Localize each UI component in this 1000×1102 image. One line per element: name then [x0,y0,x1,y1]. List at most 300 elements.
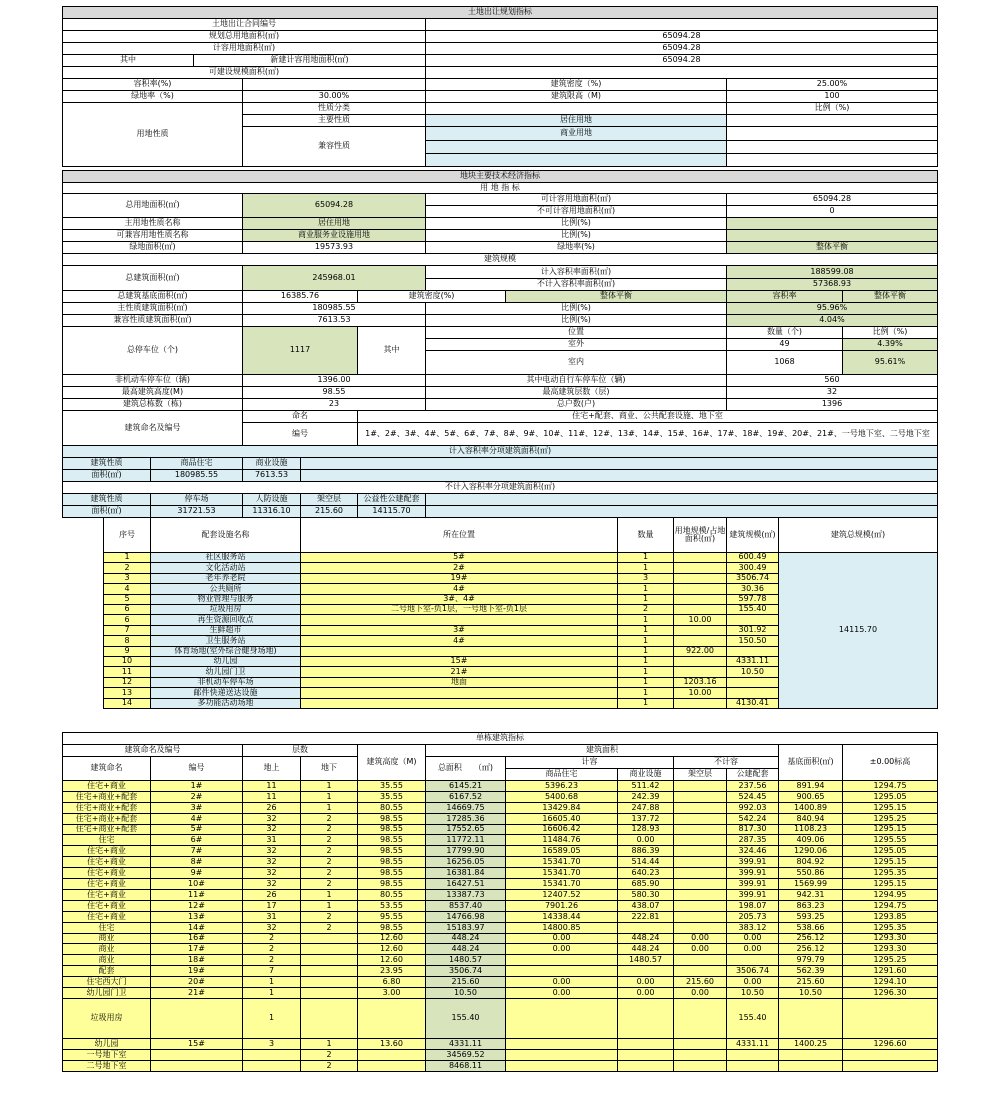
building-row[interactable]: 383.12 [726,922,779,934]
building-row[interactable]: 155.40 [726,998,779,1039]
building-row[interactable]: 住宅+商业 [62,856,151,868]
facility-row[interactable] [300,698,618,709]
label-cell[interactable]: 停车场 [150,493,243,506]
building-row[interactable]: 14669.75 [425,802,506,814]
building-row[interactable]: 幼儿园门卫 [62,987,151,999]
building-row[interactable]: 15341.70 [505,856,618,868]
building-row[interactable]: 32 [242,878,301,890]
value-cell[interactable]: 65094.28 [425,42,938,55]
facility-row[interactable]: 4 [103,583,151,595]
building-row[interactable]: 98.55 [357,845,426,857]
building-row[interactable]: 17# [150,943,243,955]
label-cell[interactable]: 室内 [425,350,727,375]
building-row[interactable]: 13# [150,911,243,923]
building-row[interactable]: 580.30 [617,889,674,901]
facility-row[interactable]: 597.78 [726,594,779,605]
facility-row[interactable]: 邮件快递送达设施 [150,687,301,699]
building-row[interactable]: 17552.65 [425,824,506,835]
building-row[interactable]: 448.24 [425,933,506,944]
label-cell[interactable]: 计容用地面积(㎡) [62,42,426,55]
building-row[interactable]: 2 [242,933,301,944]
value-cell[interactable]: 商业服务业设施用地 [242,229,426,242]
building-row[interactable]: 3.00 [357,987,426,999]
building-row[interactable]: 4331.11 [425,1038,506,1050]
facility-row[interactable]: 6 [103,604,151,615]
facility-row[interactable]: 1 [617,687,674,699]
building-row[interactable]: 11484.76 [505,834,618,846]
building-row[interactable]: 399.91 [726,856,779,868]
value-cell[interactable]: 57368.93 [726,278,938,291]
facility-row[interactable]: 2# [300,562,618,574]
facility-row[interactable]: 多功能活动场地 [150,698,301,709]
column-header[interactable]: 数量 [617,517,674,553]
building-row[interactable]: 5400.68 [505,791,618,803]
section-subtitle[interactable]: 用 地 指 标 [62,182,938,194]
building-row[interactable]: 542.24 [726,813,779,825]
building-row[interactable]: 942.31 [778,889,843,901]
facility-row[interactable]: 30.36 [726,583,779,595]
value-cell[interactable]: 30.00% [242,90,426,103]
building-row[interactable]: 16606.42 [505,824,618,835]
label-cell[interactable]: 建筑密度（%) [425,78,727,91]
facility-row[interactable]: 14 [103,698,151,709]
building-row[interactable]: 247.88 [617,802,674,814]
column-header[interactable]: 建筑总规模(㎡) [778,517,938,553]
facility-row[interactable]: 1 [617,552,674,563]
building-row[interactable]: 12# [150,900,243,912]
building-row[interactable] [842,998,938,1039]
facility-row[interactable]: 21# [300,666,618,678]
label-cell[interactable]: 人防设施 [242,493,301,506]
building-row[interactable]: 514.44 [617,856,674,868]
building-row[interactable] [300,998,358,1039]
building-row[interactable]: 399.91 [726,867,779,879]
column-header[interactable]: 建筑命名及编号 [62,744,243,757]
building-row[interactable]: 10.50 [726,987,779,999]
building-row[interactable]: 13387.73 [425,889,506,901]
building-row[interactable]: 15341.70 [505,867,618,879]
building-row[interactable]: 3 [242,1038,301,1050]
building-row[interactable]: 1480.57 [425,954,506,966]
value-cell[interactable] [726,126,938,141]
value-cell[interactable]: 16385.76 [242,290,358,303]
building-row[interactable]: 1 [300,791,358,803]
facility-row[interactable]: 10.00 [673,614,727,626]
building-row[interactable]: 住宅+商业 [62,889,151,901]
facility-row[interactable]: 1 [617,562,674,574]
building-row[interactable]: 128.93 [617,824,674,835]
facility-row[interactable]: 1 [617,656,674,667]
building-row[interactable]: 住宅 [62,922,151,934]
facility-row[interactable]: 4# [300,635,618,647]
facility-row[interactable]: 地面 [300,677,618,688]
building-row[interactable]: 12.60 [357,954,426,966]
building-row[interactable]: 550.86 [778,867,843,879]
building-row[interactable]: 10.50 [778,987,843,999]
building-row[interactable]: 409.06 [778,834,843,846]
building-row[interactable] [673,1060,727,1072]
building-row[interactable]: 21# [150,987,243,999]
building-row[interactable] [617,998,674,1039]
facility-row[interactable]: 垃圾用房 [150,604,301,615]
column-header[interactable]: 编号 [150,756,243,781]
facility-row[interactable]: 非机动车停车场 [150,677,301,688]
building-row[interactable]: 幼儿园 [62,1038,151,1050]
building-row[interactable]: 215.60 [778,976,843,988]
label-cell[interactable]: 总建筑基底面积(㎡) [62,290,243,303]
value-cell[interactable] [726,153,938,167]
building-row[interactable]: 0.00 [726,933,779,944]
facility-row[interactable]: 11 [103,666,151,678]
building-row[interactable]: 98.55 [357,856,426,868]
building-row[interactable]: 13429.84 [505,802,618,814]
column-header[interactable]: 架空层 [673,768,727,781]
label-cell[interactable]: 编号 [242,422,358,446]
value-cell[interactable]: 居住用地 [425,114,727,127]
building-row[interactable]: 住宅+商业 [62,900,151,912]
label-cell[interactable]: 建筑总栋数（栋) [62,398,243,411]
building-row[interactable]: 17 [242,900,301,912]
label-cell[interactable]: 容积率(%) [62,78,243,91]
label-cell[interactable]: 最高建筑层数（层) [425,386,727,399]
label-cell[interactable]: 总户数(户) [425,398,727,411]
label-cell[interactable]: 主性质建筑面积(㎡) [62,302,243,315]
building-row[interactable]: 31 [242,834,301,846]
value-cell[interactable]: 1#、2#、3#、4#、5#、6#、7#、8#、9#、10#、11#、12#、13#、14#、15#、16#、17#、18#、19#、20#、21#、一号地下室、二号地下室 [357,422,938,446]
value-cell[interactable]: 180985.55 [242,302,426,315]
column-header[interactable]: 商品住宅 [505,768,618,781]
building-row[interactable]: 1294.10 [842,976,938,988]
facility-row[interactable]: 再生资源回收点 [150,614,301,626]
building-row[interactable]: 137.72 [617,813,674,825]
building-row[interactable]: 2 [300,834,358,846]
section-title[interactable]: 单栋建筑指标 [62,732,938,745]
building-row[interactable]: 98.55 [357,922,426,934]
building-row[interactable]: 住宅+商业+配套 [62,802,151,814]
building-row[interactable]: 1294.75 [842,900,938,912]
building-row[interactable]: 1 [300,889,358,901]
label-cell[interactable]: 计入容积率面积(㎡) [425,265,727,279]
building-row[interactable]: 34569.52 [425,1049,506,1061]
building-row[interactable]: 1295.05 [842,791,938,803]
building-row[interactable]: 992.03 [726,802,779,814]
building-row[interactable]: 8# [150,856,243,868]
facility-row[interactable]: 3506.74 [726,573,779,584]
facility-row[interactable]: 文化活动站 [150,562,301,574]
building-row[interactable]: 15# [150,1038,243,1050]
facility-row[interactable]: 2 [617,604,674,615]
building-row[interactable]: 0.00 [505,976,618,988]
building-row[interactable]: 31 [242,911,301,923]
building-row[interactable]: 一号地下室 [62,1049,151,1061]
label-cell[interactable]: 公益性公建配套 [357,493,426,506]
building-row[interactable]: 1295.15 [842,802,938,814]
value-cell[interactable]: 4.39% [842,338,938,351]
label-cell[interactable]: 比例（%) [842,326,938,339]
building-row[interactable]: 817.30 [726,824,779,835]
facility-row[interactable]: 1 [617,583,674,595]
label-cell[interactable]: 建筑性质 [62,457,151,470]
building-row[interactable]: 1 [242,987,301,999]
building-row[interactable]: 住宅+商业+配套 [62,791,151,803]
facility-row[interactable]: 8 [103,635,151,647]
section-subtitle[interactable]: 建筑规模 [62,253,938,266]
value-cell[interactable] [425,140,727,154]
value-cell[interactable]: 4.04% [726,314,938,327]
facility-row[interactable]: 300.49 [726,562,779,574]
building-row[interactable]: 住宅+商业+配套 [62,824,151,835]
building-row[interactable]: 14766.98 [425,911,506,923]
building-row[interactable]: 524.45 [726,791,779,803]
column-header[interactable]: 建筑面积 [425,744,779,757]
facility-row[interactable]: 4331.11 [726,656,779,667]
building-row[interactable]: 住宅+商业 [62,878,151,890]
building-row[interactable]: 2 [300,867,358,879]
label-cell[interactable]: 比例（%) [726,102,938,115]
label-cell[interactable]: 其中 [62,54,194,67]
value-cell[interactable]: 49 [726,338,843,351]
label-cell[interactable]: 可建设规模面积(㎡) [62,66,426,79]
label-cell[interactable]: 用地性质 [62,102,243,167]
facility-row[interactable]: 1 [617,625,674,636]
building-row[interactable]: 886.39 [617,845,674,857]
facility-row[interactable]: 物业管理与服务 [150,594,301,605]
building-row[interactable]: 11# [150,889,243,901]
building-row[interactable]: 11772.11 [425,834,506,846]
label-cell[interactable]: 商品住宅 [150,457,243,470]
building-row[interactable]: 0.00 [673,943,727,955]
building-row[interactable] [726,1060,779,1072]
building-row[interactable]: 804.92 [778,856,843,868]
facility-row[interactable]: 12 [103,677,151,688]
building-row[interactable]: 53.55 [357,900,426,912]
facility-row[interactable]: 10 [103,656,151,667]
building-row[interactable]: 7# [150,845,243,857]
facility-row[interactable]: 10.50 [726,666,779,678]
building-row[interactable]: 256.12 [778,943,843,955]
label-cell[interactable]: 主用地性质名称 [62,217,243,230]
column-header[interactable]: 建筑规模(㎡) [726,517,779,553]
facility-row[interactable]: 6 [103,614,151,626]
building-row[interactable]: 16# [150,933,243,944]
building-row[interactable]: 6167.52 [425,791,506,803]
building-row[interactable]: 98.55 [357,878,426,890]
building-row[interactable]: 900.65 [778,791,843,803]
building-row[interactable]: 98.55 [357,834,426,846]
facility-row[interactable]: 9 [103,646,151,657]
value-cell[interactable]: 188599.08 [726,265,938,279]
building-row[interactable]: 15183.97 [425,922,506,934]
value-cell[interactable]: 180985.55 [150,469,243,482]
building-row[interactable]: 32 [242,824,301,835]
building-row[interactable]: 16589.05 [505,845,618,857]
building-row[interactable]: 324.46 [726,845,779,857]
building-row[interactable]: 5396.23 [505,780,618,792]
label-cell[interactable]: 总停车位（个) [62,326,243,375]
value-cell[interactable]: 32 [726,386,938,399]
building-row[interactable]: 1295.25 [842,813,938,825]
label-cell[interactable]: 商业设施 [242,457,301,470]
label-cell[interactable]: 室外 [425,338,727,351]
building-row[interactable]: 0.00 [617,987,674,999]
building-row[interactable]: 1293.30 [842,943,938,955]
building-row[interactable]: 26 [242,889,301,901]
building-row[interactable]: 10# [150,878,243,890]
building-row[interactable]: 14338.44 [505,911,618,923]
building-row[interactable]: 287.35 [726,834,779,846]
building-row[interactable]: 1480.57 [617,954,674,966]
label-cell[interactable]: 比例(%) [425,314,727,327]
value-cell[interactable]: 11316.10 [242,505,301,518]
building-row[interactable]: 80.55 [357,889,426,901]
value-cell[interactable]: 65094.28 [425,30,938,43]
building-row[interactable]: 3# [150,802,243,814]
value-cell[interactable]: 95.61% [842,350,938,375]
building-row[interactable]: 2 [242,954,301,966]
column-header[interactable]: 建筑命名 [62,756,151,781]
value-cell[interactable]: 居住用地 [242,217,426,230]
building-row[interactable]: 205.73 [726,911,779,923]
label-cell[interactable]: 可计容用地面积(㎡) [425,193,727,206]
building-row[interactable]: 4# [150,813,243,825]
label-cell[interactable]: 其中电动自行车停车位（辆) [425,374,727,387]
column-header[interactable]: 建筑高度（M) [357,744,426,781]
building-row[interactable]: 13.60 [357,1038,426,1050]
label-cell[interactable]: 规划总用地面积(㎡) [62,30,426,43]
building-row[interactable]: 95.55 [357,911,426,923]
facility-row[interactable]: 15# [300,656,618,667]
building-row[interactable]: 商业 [62,933,151,944]
building-row[interactable]: 12.60 [357,933,426,944]
building-row[interactable]: 538.66 [778,922,843,934]
label-cell[interactable]: 比例(%) [425,229,727,242]
building-row[interactable]: 二号地下室 [62,1060,151,1072]
value-cell[interactable]: 住宅+配套、商业、公共配套设施、地下室 [357,410,938,423]
section-subtitle[interactable]: 计入容积率分项建筑面积(㎡) [62,445,938,458]
building-row[interactable] [617,1060,674,1072]
facility-row[interactable]: 10.00 [673,687,727,699]
label-cell[interactable]: 比例(%) [425,217,727,230]
building-row[interactable]: 222.81 [617,911,674,923]
column-header[interactable]: 不计容 [673,756,779,769]
building-row[interactable]: 1569.99 [778,878,843,890]
label-cell[interactable]: 位置 [425,326,727,339]
column-header[interactable]: 用地规模/占地面积(㎡) [673,517,727,553]
facilities-total[interactable]: 14115.70 [778,552,938,709]
building-row[interactable]: 垃圾用房 [62,998,151,1039]
facility-row[interactable] [673,698,727,709]
building-row[interactable]: 6.80 [357,976,426,988]
facility-row[interactable]: 二号地下室-负1层，一号地下室-负1层 [300,604,618,615]
building-row[interactable]: 7901.26 [505,900,618,912]
label-cell[interactable]: 非机动车停车位（辆) [62,374,243,387]
building-row[interactable]: 1 [300,802,358,814]
building-row[interactable]: 1400.25 [778,1038,843,1050]
value-cell[interactable]: 14115.70 [357,505,426,518]
facility-row[interactable]: 卫生服务站 [150,635,301,647]
facility-row[interactable]: 155.40 [726,604,779,615]
value-cell[interactable]: 7613.53 [242,314,426,327]
building-row[interactable]: 6# [150,834,243,846]
building-row[interactable]: 住宅+商业 [62,845,151,857]
building-row[interactable]: 448.24 [617,933,674,944]
building-row[interactable]: 住宅+商业+配套 [62,813,151,825]
building-row[interactable]: 4331.11 [726,1038,779,1050]
building-row[interactable]: 98.55 [357,813,426,825]
building-row[interactable]: 0.00 [726,943,779,955]
building-row[interactable]: 1# [150,780,243,792]
value-cell[interactable]: 65094.28 [242,193,426,218]
facility-row[interactable]: 生鲜超市 [150,625,301,636]
building-row[interactable]: 2 [300,824,358,835]
value-cell[interactable]: 25.00% [726,78,938,91]
building-row[interactable]: 35.55 [357,791,426,803]
building-row[interactable]: 242.39 [617,791,674,803]
building-row[interactable]: 979.79 [778,954,843,966]
value-cell[interactable]: 98.55 [242,386,426,399]
building-row[interactable]: 256.12 [778,933,843,944]
label-cell[interactable]: 新建计容用地面积(㎡) [193,54,426,67]
building-row[interactable]: 15341.70 [505,878,618,890]
building-row[interactable]: 1295.35 [842,922,938,934]
building-row[interactable]: 19# [150,965,243,977]
building-row[interactable]: 155.40 [425,998,506,1039]
label-cell[interactable]: 绿地率(%) [425,241,727,254]
building-row[interactable]: 0.00 [617,976,674,988]
column-header[interactable]: 基底面积(㎡) [778,744,843,781]
building-row[interactable]: 2 [300,1049,358,1061]
building-row[interactable]: 1400.89 [778,802,843,814]
building-row[interactable]: 1295.05 [842,845,938,857]
building-row[interactable]: 2 [300,813,358,825]
label-cell[interactable]: 可兼容用地性质名称 [62,229,243,242]
building-row[interactable]: 448.24 [425,943,506,955]
facility-row[interactable]: 1 [617,677,674,688]
value-cell[interactable]: 100 [726,90,938,103]
label-cell[interactable]: 最高建筑高度(M) [62,386,243,399]
label-cell[interactable]: 兼容性质 [242,126,426,167]
facility-row[interactable]: 922.00 [673,646,727,657]
building-row[interactable] [357,998,426,1039]
value-cell[interactable]: 245968.01 [242,265,426,291]
building-row[interactable] [778,1060,843,1072]
building-row[interactable]: 0.00 [505,987,618,999]
building-row[interactable]: 237.56 [726,780,779,792]
building-row[interactable]: 685.90 [617,878,674,890]
label-cell[interactable]: 容积率 [726,290,843,303]
building-row[interactable] [505,1060,618,1072]
label-cell[interactable]: 其中 [357,326,426,375]
label-cell[interactable]: 兼容性质建筑面积(㎡) [62,314,243,327]
building-row[interactable]: 商业 [62,954,151,966]
value-cell[interactable]: 65094.28 [425,54,938,67]
value-cell[interactable]: 1068 [726,350,843,375]
facility-row[interactable]: 19# [300,573,618,584]
building-row[interactable]: 1295.35 [842,867,938,879]
facility-row[interactable]: 老年养老院 [150,573,301,584]
building-row[interactable]: 14800.85 [505,922,618,934]
building-row[interactable]: 1290.06 [778,845,843,857]
label-cell[interactable]: 面积(㎡) [62,469,151,482]
column-header[interactable]: 序号 [103,517,151,553]
building-row[interactable]: 32 [242,922,301,934]
label-cell[interactable]: 命名 [242,410,358,423]
building-row[interactable]: 1294.95 [842,889,938,901]
building-row[interactable]: 891.94 [778,780,843,792]
label-cell[interactable]: 建筑密度(%) [357,290,506,303]
building-row[interactable]: 7 [242,965,301,977]
building-row[interactable] [842,1060,938,1072]
